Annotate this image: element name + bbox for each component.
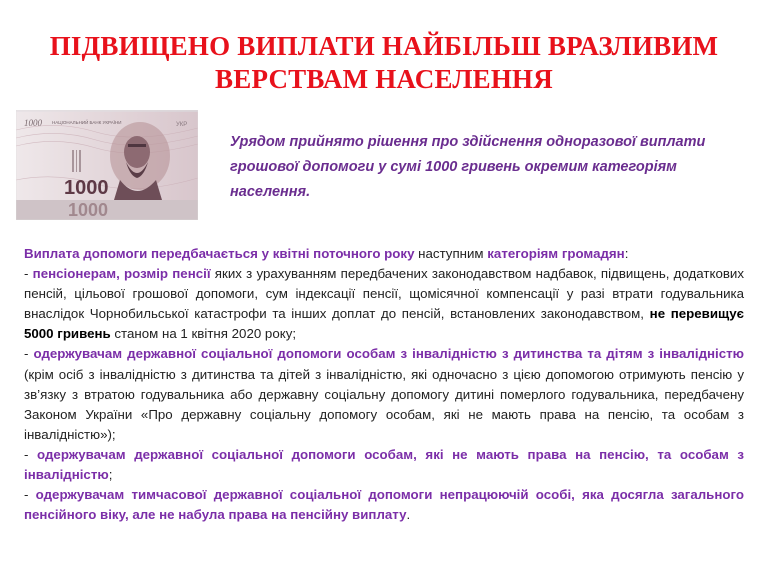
list-item-no-pension	[24, 445, 744, 485]
title-line-1: ПІДВИЩЕНО ВИПЛАТИ НАЙБІЛЬШ ВРАЗЛИВИМ	[49, 31, 719, 61]
list-dash: -	[24, 346, 34, 362]
highlight-pensioners: пенсіонерам, розмір пенсії	[32, 266, 211, 282]
paragraph-intro	[24, 244, 744, 264]
citizen-categories: категоріям громадян	[487, 246, 625, 261]
highlight-disability: одержувачам державної соціальної допомоги особам з інвалідністю з дитинства та дітям з інвалідністю	[33, 346, 744, 362]
banknote-image	[16, 110, 198, 220]
text-fragment: наступним	[414, 246, 488, 261]
text-fragment: :	[624, 246, 629, 261]
svg-text:НАЦІОНАЛЬНИЙ БАНК УКРАЇНИ: НАЦІОНАЛЬНИЙ БАНК УКРАЇНИ	[52, 120, 122, 125]
list-dash: -	[24, 266, 33, 282]
slide-title	[0, 30, 768, 96]
list-dash: -	[24, 446, 38, 462]
text-fragment: .	[406, 507, 411, 523]
text-fragment: станом на 1 квітня 2020 року;	[110, 326, 297, 342]
list-item-pensioners	[24, 264, 744, 344]
body-text	[24, 244, 744, 525]
list-dash: -	[24, 487, 36, 503]
list-item-temporary	[24, 485, 744, 525]
highlight-temporary: одержувачам тимчасової державної соціальної допомоги непрацюючій особі, яка досягла загального пенсійного віку, але не набула права на пенсійну виплату	[24, 487, 744, 523]
svg-text:УКР: УКР	[176, 122, 188, 128]
text-fragment: (крім осіб з інвалідністю з дитинства та дітей з інвалідністю, які одночасно з цією допомогою отримують пенсію у зв’язку з втратою годувальника або державну соціальну допомогу дитині померлого годувальника, передбачену Законом України «Про державну соціальну допомогу особам, які не мають права на пенсію, та особам з інвалідністю»);	[24, 366, 744, 442]
text-fragment: ;	[108, 467, 113, 483]
svg-text:1000: 1000	[68, 200, 109, 220]
intro-paragraph: Урядом прийнято рішення про здійснення одноразової виплати грошової допомоги у сумі 1000 гривень окремим категоріям населення.	[230, 134, 706, 200]
pension-limit: не перевищує 5000 гривень	[24, 306, 744, 342]
highlight-no-pension: одержувачам державної соціальної допомоги особам, які не мають права на пенсію, та особам з інвалідністю	[24, 446, 744, 483]
payment-timing: Виплата допомоги передбачається у квітні поточного року	[24, 246, 415, 261]
list-item-disability	[24, 344, 744, 444]
svg-text:1000: 1000	[64, 177, 109, 199]
text-fragment: яких з урахуванням передбачених законодавством надбавок, підвищень, додаткових пенсій, цільової грошової допомоги, сум індексації пенсії, щомісячної компенсації у разі втрати годувальника внаслідок Чорнобильської катастрофи та інших доплат до пенсій, встановлених законодавством,	[24, 266, 745, 322]
svg-text:1000: 1000	[24, 118, 42, 128]
title-line-2: ВЕРСТВАМ НАСЕЛЕННЯ	[215, 64, 553, 94]
